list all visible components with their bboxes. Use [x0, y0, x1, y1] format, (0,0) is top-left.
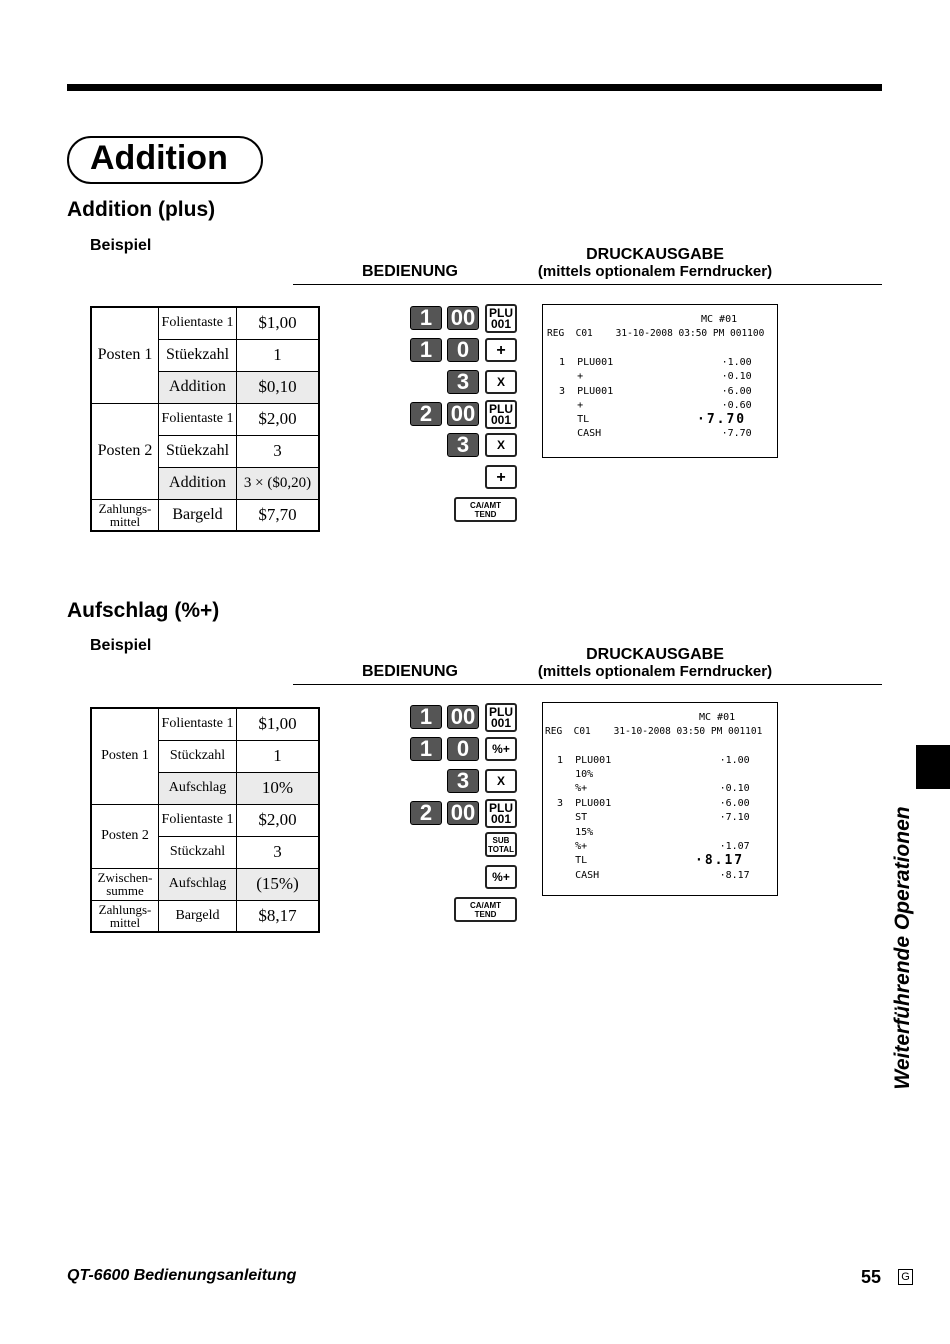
- key-label: 001: [490, 715, 512, 730]
- key-00[interactable]: 00: [447, 306, 479, 330]
- receipt-line: 3 PLU001 ·6.00: [547, 386, 752, 397]
- table-cell: 3: [237, 435, 320, 467]
- key-3[interactable]: 3: [447, 769, 479, 793]
- receipt-line: CASH ·8.17: [545, 870, 750, 881]
- receipt-line: MC #01: [699, 712, 736, 723]
- key-label: PLU: [489, 704, 513, 719]
- receipt-line: %+ ·0.10: [545, 783, 750, 794]
- subtotal-key[interactable]: [485, 832, 517, 857]
- operation-column-header: BEDIENUNG: [361, 263, 458, 280]
- example-table-addition: [90, 306, 320, 532]
- chapter-side-label: Weiterführende Operationen: [891, 806, 914, 1090]
- receipt-printout: [542, 304, 778, 458]
- print-column-subheader: (mittels optionalem Ferndrucker): [537, 663, 773, 680]
- key-label: PLU: [489, 800, 513, 815]
- table-cell: Folientaste 1: [159, 403, 237, 435]
- receipt-line: REG C01 31-10-2008 03:50 PM 001100: [547, 328, 765, 339]
- item-2-label: Posten 2: [91, 403, 159, 499]
- receipt-line: ST ·7.10: [545, 812, 750, 823]
- chapter-tab-marker: [916, 745, 950, 789]
- key-label: TEND: [474, 909, 497, 919]
- key-2[interactable]: 2: [410, 402, 442, 426]
- example-label: Beispiel: [90, 237, 152, 254]
- plu-001-key[interactable]: [485, 799, 517, 828]
- receipt-line: 1 PLU001 ·1.00: [547, 357, 752, 368]
- operation-column-header: BEDIENUNG: [361, 663, 458, 680]
- plus-key[interactable]: +: [485, 338, 517, 362]
- key-label: SUB: [492, 835, 510, 845]
- example-table-markup: [90, 707, 320, 933]
- percent-plus-key[interactable]: %+: [485, 737, 517, 761]
- plu-001-key[interactable]: [485, 304, 517, 333]
- key-label: 001: [490, 316, 512, 331]
- plus-key[interactable]: +: [485, 465, 517, 489]
- multiply-key[interactable]: X: [485, 370, 517, 394]
- table-cell: Stückzahl: [159, 740, 237, 772]
- table-cell: 1: [237, 339, 320, 371]
- header-rule: [293, 284, 882, 285]
- receipt-line: %+ ·1.07: [545, 841, 750, 852]
- ca-amt-tend-key[interactable]: [454, 897, 517, 922]
- table-cell: (15%): [237, 868, 320, 900]
- key-label: PLU: [489, 401, 513, 416]
- percent-plus-key[interactable]: %+: [485, 865, 517, 889]
- table-cell: Bargeld: [159, 499, 237, 531]
- manual-title: QT-6600 Bedienungsanleitung: [67, 1267, 297, 1284]
- key-1[interactable]: 1: [410, 705, 442, 729]
- receipt-line: REG C01 31-10-2008 03:50 PM 001101: [545, 726, 763, 737]
- receipt-line: + ·0.10: [547, 371, 752, 382]
- table-cell: Stüekzahl: [159, 339, 237, 371]
- subtotal-label: Zwischen-summe: [91, 868, 159, 900]
- key-label: PLU: [489, 305, 513, 320]
- table-cell: 3 × ($0,20): [237, 467, 320, 499]
- table-cell: $7,70: [237, 499, 320, 531]
- plu-001-key[interactable]: [485, 400, 517, 429]
- print-column-header: DRUCKAUSGABE: [586, 646, 724, 663]
- receipt-line: TL: [545, 855, 588, 866]
- payment-label: Zahlungs-mittel: [91, 900, 159, 932]
- example-label: Beispiel: [90, 637, 152, 654]
- table-cell: Addition: [159, 467, 237, 499]
- key-0[interactable]: 0: [447, 338, 479, 362]
- payment-label: Zahlungs-mittel: [91, 499, 159, 531]
- table-cell: $1,00: [237, 307, 320, 339]
- key-00[interactable]: 00: [447, 801, 479, 825]
- page-title: Addition: [90, 139, 228, 177]
- top-rule: [67, 84, 882, 91]
- key-1[interactable]: 1: [410, 306, 442, 330]
- table-cell: Addition: [159, 371, 237, 403]
- receipt-line: CASH ·7.70: [547, 428, 752, 439]
- section-heading-markup: Aufschlag (%+): [67, 599, 220, 622]
- key-label: 001: [490, 412, 512, 427]
- receipt-line: 15%: [545, 827, 594, 838]
- table-cell: $8,17: [237, 900, 320, 932]
- key-1[interactable]: 1: [410, 338, 442, 362]
- table-cell: Aufschlag: [159, 868, 237, 900]
- receipt-printout: [542, 702, 778, 896]
- receipt-line: MC #01: [701, 314, 738, 325]
- receipt-line: 10%: [545, 769, 594, 780]
- section-heading-addition: Addition (plus): [67, 198, 216, 221]
- table-cell: Folientaste 1: [159, 307, 237, 339]
- table-cell: $1,00: [237, 708, 320, 740]
- table-cell: Folientaste 1: [159, 804, 237, 836]
- key-label: 001: [490, 811, 512, 826]
- print-column-subheader: (mittels optionalem Ferndrucker): [537, 263, 773, 280]
- table-cell: Bargeld: [159, 900, 237, 932]
- receipt-line: TL: [547, 414, 590, 425]
- table-cell: 10%: [237, 772, 320, 804]
- multiply-key[interactable]: X: [485, 433, 517, 457]
- table-cell: Aufschlag: [159, 772, 237, 804]
- table-cell: Stückzahl: [159, 836, 237, 868]
- plu-001-key[interactable]: [485, 703, 517, 732]
- key-3[interactable]: 3: [447, 433, 479, 457]
- table-cell: $2,00: [237, 403, 320, 435]
- table-cell: Folientaste 1: [159, 708, 237, 740]
- table-cell: 3: [237, 836, 320, 868]
- table-cell: $2,00: [237, 804, 320, 836]
- key-label: TOTAL: [488, 844, 514, 854]
- receipt-line: + ·0.60: [547, 400, 752, 411]
- item-1-label: Posten 1: [91, 307, 159, 403]
- item-1-label: Posten 1: [91, 708, 159, 804]
- key-00[interactable]: 00: [447, 402, 479, 426]
- receipt-total: ·7.70: [697, 412, 747, 427]
- header-rule: [293, 684, 882, 685]
- receipt-line: 3 PLU001 ·6.00: [545, 798, 750, 809]
- item-2-label: Posten 2: [91, 804, 159, 868]
- table-cell: $0,10: [237, 371, 320, 403]
- key-00[interactable]: 00: [447, 705, 479, 729]
- page-number: 55: [861, 1267, 882, 1287]
- key-2[interactable]: 2: [410, 801, 442, 825]
- key-0[interactable]: 0: [447, 737, 479, 761]
- key-label: TEND: [474, 509, 497, 519]
- receipt-line: 1 PLU001 ·1.00: [545, 755, 750, 766]
- language-badge: G: [898, 1269, 913, 1285]
- receipt-total: ·8.17: [695, 853, 745, 868]
- key-label: CA/AMT: [469, 500, 502, 510]
- key-1[interactable]: 1: [410, 737, 442, 761]
- key-3[interactable]: 3: [447, 370, 479, 394]
- multiply-key[interactable]: X: [485, 769, 517, 793]
- print-column-header: DRUCKAUSGABE: [586, 246, 724, 263]
- key-label: CA/AMT: [469, 900, 502, 910]
- table-cell: Stüekzahl: [159, 435, 237, 467]
- table-cell: 1: [237, 740, 320, 772]
- ca-amt-tend-key[interactable]: [454, 497, 517, 522]
